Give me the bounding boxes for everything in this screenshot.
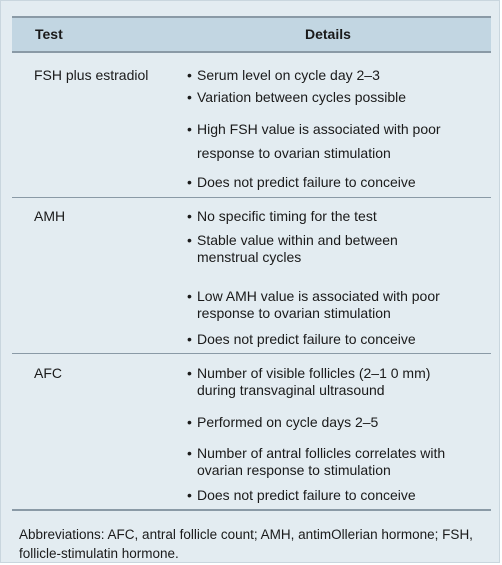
row-test-afc: AFC [34,365,62,381]
detail-item [187,208,487,225]
detail-text: Does not predict failure to conceive [197,174,416,190]
detail-item-continued [187,462,487,479]
detail-item [187,232,487,249]
bullet-icon: • [187,121,192,137]
detail-item-continued [187,382,487,399]
detail-text: No specific timing for the test [197,208,377,224]
detail-text: Number of antral follicles correlates with [197,445,446,461]
detail-text: Does not predict failure to conceive [197,331,416,347]
bullet-icon: • [187,89,192,105]
detail-item [187,67,487,84]
detail-item [187,288,487,305]
detail-text: ovarian response to stimulation [197,462,391,478]
detail-item-continued [187,249,487,266]
detail-item-continued [187,305,487,322]
detail-text: Serum level on cycle day 2–3 [197,67,380,83]
detail-item-continued [187,145,487,162]
bullet-icon: • [187,288,192,304]
bullet-icon: • [187,414,192,430]
detail-text: Stable value within and between [197,232,398,248]
bullet-icon: • [187,487,192,503]
detail-text: Does not predict failure to conceive [197,487,416,503]
detail-item [187,121,487,138]
bullet-icon: • [187,331,192,347]
detail-text: Number of visible follicles (2–1 0 mm) [197,365,431,381]
detail-text: Performed on cycle days 2–5 [197,414,379,430]
detail-text: response to ovarian stimulation [197,145,391,161]
row-divider [12,197,491,198]
detail-text: menstrual cycles [197,249,302,265]
row-divider [12,353,491,354]
row-test-amh: AMH [34,208,66,224]
bullet-icon: • [187,232,192,248]
detail-text: Variation between cycles possible [197,89,407,105]
detail-item [187,331,487,348]
detail-item [187,414,487,431]
footnote-line: Abbreviations: AFC, antral follicle count; AMH, antimOllerian hormone; FSH, [19,527,473,542]
table-bottom-rule [12,509,491,511]
detail-item [187,174,487,191]
footnote-line: follicle-stimulatin hormone. [19,546,179,561]
bullet-icon: • [187,208,192,224]
bullet-icon: • [187,445,192,461]
header-test: Test [35,26,63,42]
table-header [12,16,491,53]
bullet-icon: • [187,174,192,190]
header-details: Details [305,26,351,42]
detail-text: response to ovarian stimulation [197,305,391,321]
detail-text: High FSH value is associated with poor [197,121,441,137]
row-test-fsh: FSH plus estradiol [34,67,149,83]
detail-item [187,445,487,462]
bullet-icon: • [187,365,192,381]
footnote [19,525,489,563]
bullet-icon: • [187,67,192,83]
detail-text: during transvaginal ultrasound [197,382,385,398]
detail-item [187,89,487,106]
detail-item [187,487,487,504]
detail-item [187,365,487,382]
detail-text: Low AMH value is associated with poor [197,288,440,304]
